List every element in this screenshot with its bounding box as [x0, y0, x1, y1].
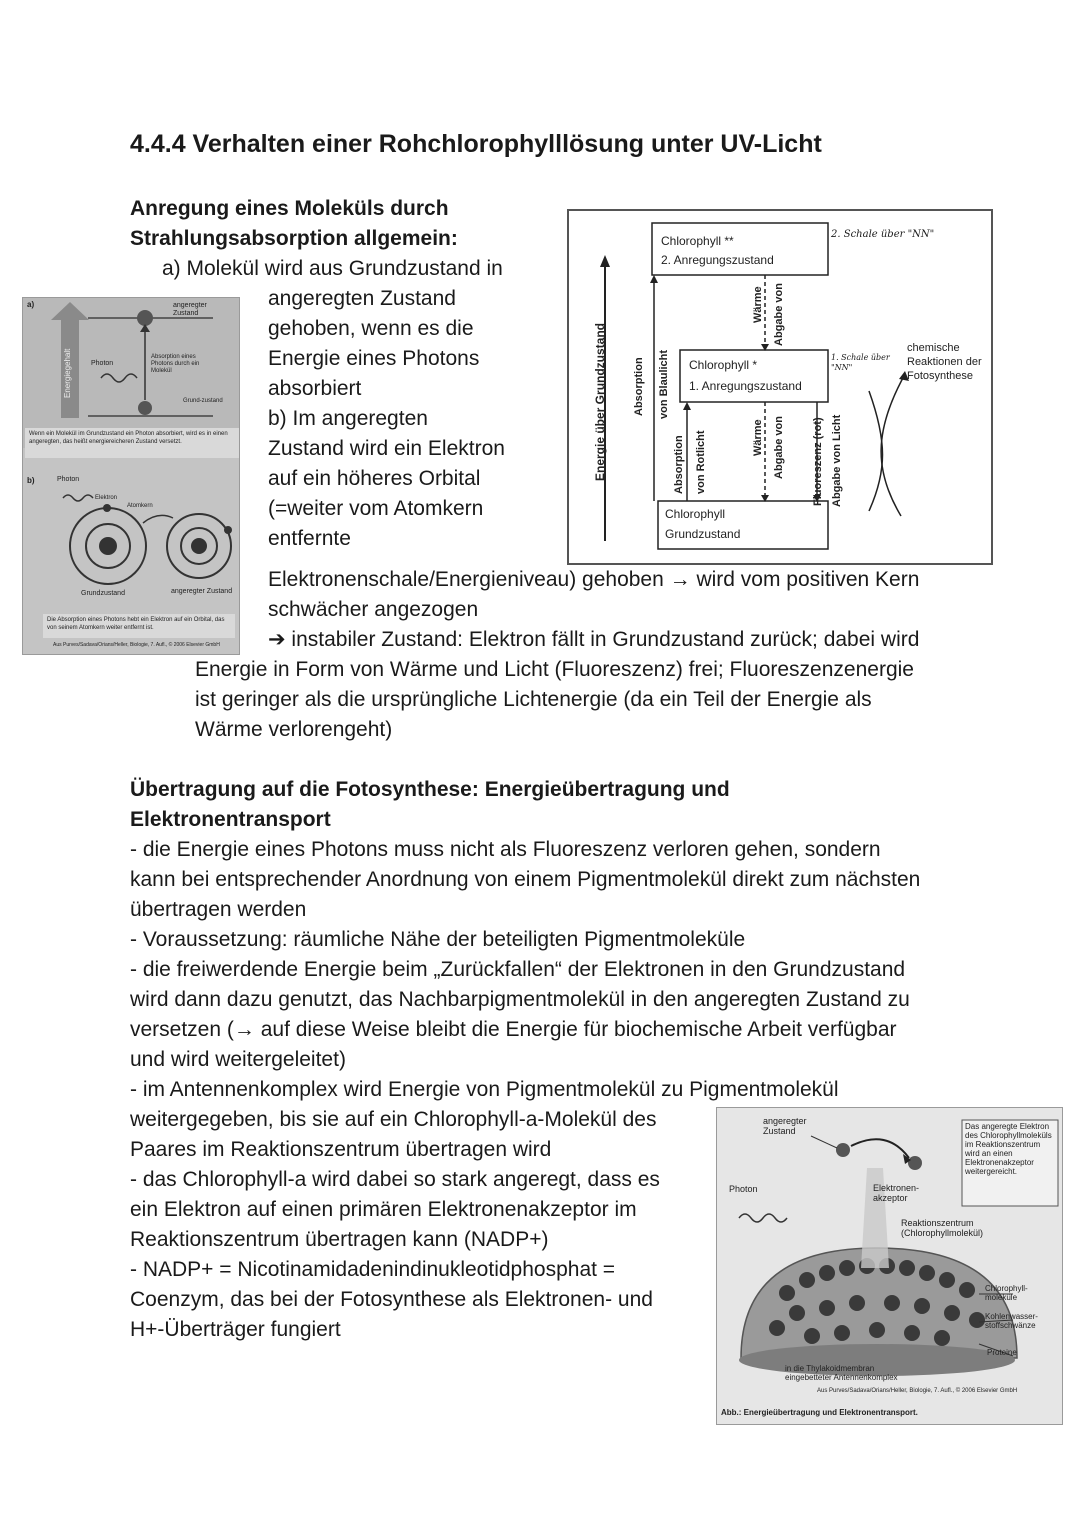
figure-caption: Abb.: Energieübertragung und Elektronentransport. — [721, 1408, 918, 1417]
heat-label-upper: Wärme — [752, 286, 764, 323]
excited-label-b: angeregter Zustand — [171, 588, 233, 595]
caption-b: Die Absorption eines Photons hebt ein Elektron auf ein Orbital, das von seinem Atomkern weiter entfernt ist. — [47, 617, 225, 631]
excited-label: angeregter Zustand — [763, 1116, 807, 1136]
level1-name: Chlorophyll * — [689, 358, 758, 372]
text-line: ein Elektron auf einen primären Elektronenakzeptor im — [130, 1198, 637, 1221]
text-line: Reaktionszentrum übertragen kann (NADP+) — [130, 1228, 549, 1251]
caption-a: Wenn ein Molekül im Grundzustand ein Photon absorbiert, wird es in einen angeregten, das heißt energiereicheren Zustand versetzt. — [29, 431, 228, 445]
section1-heading-line2: Strahlungsabsorption allgemein: — [130, 227, 458, 250]
text-line: - Voraussetzung: räumliche Nähe der beteiligten Pigmentmoleküle — [130, 928, 746, 951]
hydrocarbon-label: Kohlenwasser-stoffschwänze — [985, 1312, 1038, 1330]
text-line: Paares im Reaktionszentrum übertragen wird — [130, 1138, 552, 1161]
photon-label-b: Photon — [57, 476, 80, 483]
figure-source: Aus Purves/Sadava/Orians/Heller, Biologie, 7. Aufl., © 2006 Elsevier GmbH — [817, 1388, 1018, 1394]
text-line: - die freiwerdende Energie beim „Zurückfallen“ der Elektronen in den Grundzustand — [130, 958, 906, 981]
text-line: Zustand wird ein Elektron — [268, 437, 505, 460]
text-line: kann bei entsprechender Anordnung von einem Pigmentmolekül direkt zum nächsten — [130, 868, 921, 891]
level1-state: 1. Anregungszustand — [689, 379, 802, 393]
text-line: - NADP+ = Nicotinamidadenindinukleotidphosphat = — [130, 1258, 616, 1281]
text-line: Energie eines Photons — [268, 347, 480, 370]
electron-label: Elektron — [95, 495, 118, 501]
text-line: weitergegeben, bis sie auf ein Chlorophyll-a-Molekül des — [130, 1108, 657, 1131]
section1-heading-line1: Anregung eines Moleküls durch — [130, 197, 449, 220]
text-line: versetzen (→ auf diese Weise bleibt die Energie für biochemische Arbeit verfügbar — [130, 1018, 897, 1041]
text-line: Energie in Form von Wärme und Licht (Fluoreszenz) frei; Fluoreszenzenergie — [195, 658, 914, 681]
y-axis-label: Energie über Grundzustand — [593, 322, 607, 481]
text-line: angeregten Zustand — [268, 287, 456, 310]
absorption-blue-label: Absorption — [633, 357, 645, 416]
antenna-complex-figure — [716, 1107, 1063, 1425]
text-line: entfernte — [268, 527, 351, 550]
text-line: und wird weitergeleitet) — [130, 1048, 346, 1071]
excited-label: angeregter Zustand — [173, 302, 207, 317]
photon-label: Photon — [91, 360, 114, 367]
text-line: - im Antennenkomplex wird Energie von Pigmentmolekül zu Pigmentmolekül — [130, 1078, 839, 1101]
handwritten-note-2: 2. Schale über "NN" — [831, 229, 935, 240]
fluorescence-label: Fluoreszenz (rot) — [812, 417, 824, 506]
text-line: H+-Überträger fungiert — [130, 1318, 341, 1341]
note-box-text: Das angeregte Elektron des Chlorophyllmoleküls im Reaktionszentrum wird an einen Elektronenakzeptor weitergereicht. — [965, 1122, 1052, 1176]
text-line: - das Chlorophyll-a wird dabei so stark angeregt, dass es — [130, 1168, 660, 1191]
text-line: wird dann dazu genutzt, das Nachbarpigmentmolekül in den angeregten Zustand zu — [130, 988, 910, 1011]
text-line: ➔ instabiler Zustand: Elektron fällt in Grundzustand zurück; dabei wird — [268, 628, 920, 651]
energy-level-diagram — [567, 209, 993, 565]
text-line: (=weiter vom Atomkern — [268, 497, 484, 520]
heat-label-lower: Abgabe von — [773, 416, 785, 479]
level0-name: Chlorophyll — [665, 507, 726, 521]
text-line: übertragen werden — [130, 898, 307, 921]
section2-heading-line1: Übertragung auf die Fotosynthese: Energieübertragung und — [130, 778, 730, 801]
text-line: a) Molekül wird aus Grundzustand in — [162, 257, 503, 280]
absorption-label: Absorption eines Photons durch ein Molekül — [151, 354, 200, 374]
text-line: Coenzym, das bei der Fotosynthese als Elektronen- und — [130, 1288, 653, 1311]
heat-label-lower: Wärme — [752, 419, 764, 456]
ground-label: Grund-zustand — [183, 398, 223, 404]
figure-label-a: a) — [27, 300, 35, 309]
level2-state: 2. Anregungszustand — [661, 253, 774, 267]
level2-name: Chlorophyll ** — [661, 234, 734, 248]
text-line: schwächer angezogen — [268, 598, 479, 621]
nucleus-label: Atomkern — [127, 503, 153, 509]
excitation-figure — [22, 297, 240, 655]
reaction-center-label: Reaktionszentrum (Chlorophyllmolekül) — [901, 1218, 984, 1238]
text-line: Wärme verlorengeht) — [195, 718, 393, 741]
text-line: Elektronenschale/Energieniveau) gehoben → wird vom positiven Kern — [268, 568, 920, 591]
figure-label-b: b) — [27, 476, 35, 485]
photon-label: Photon — [729, 1184, 758, 1194]
proteins-label: Proteine — [987, 1348, 1017, 1357]
text-line: absorbiert — [268, 377, 362, 400]
text-line: auf ein höheres Orbital — [268, 467, 481, 490]
text-line: b) Im angeregten — [268, 407, 428, 430]
chem-label-3: Fotosynthese — [907, 370, 974, 382]
chem-label-1: chemische — [907, 342, 960, 354]
section2-heading-line2: Elektronentransport — [130, 808, 331, 831]
text-line: gehoben, wenn es die — [268, 317, 474, 340]
absorption-blue-label: von Blaulicht — [658, 349, 670, 419]
page-title: 4.4.4 Verhalten einer Rohchlorophylllösung unter UV-Licht — [130, 130, 822, 158]
energy-axis-label: Energiegehalt — [63, 348, 72, 398]
chem-label-2: Reaktionen der — [907, 356, 982, 368]
figure-source: Aus Purves/Sadava/Orians/Heller, Biologie, 7. Aufl., © 2006 Elsevier GmbH — [53, 642, 220, 648]
level0-state: Grundzustand — [665, 527, 741, 541]
antenna-label: in die Thylakoidmembran eingebetteter Antennenkomplex — [785, 1364, 898, 1382]
light-emission-label: Abgabe von Licht — [831, 414, 843, 507]
pigments-label: Chlorophyll-moleküle — [985, 1284, 1028, 1302]
heat-label-upper: Abgabe von — [773, 283, 785, 346]
absorption-red-label: von Rotlicht — [695, 430, 707, 494]
acceptor-label: Elektronen-akzeptor — [873, 1183, 920, 1203]
absorption-red-label: Absorption — [673, 435, 685, 494]
text-line: - die Energie eines Photons muss nicht als Fluoreszenz verloren gehen, sondern — [130, 838, 881, 861]
text-line: ist geringer als die ursprüngliche Lichtenergie (da ein Teil der Energie als — [195, 688, 872, 711]
ground-label-b: Grundzustand — [81, 590, 125, 597]
handwritten-note-1: 1. Schale über "NN" — [831, 353, 890, 372]
